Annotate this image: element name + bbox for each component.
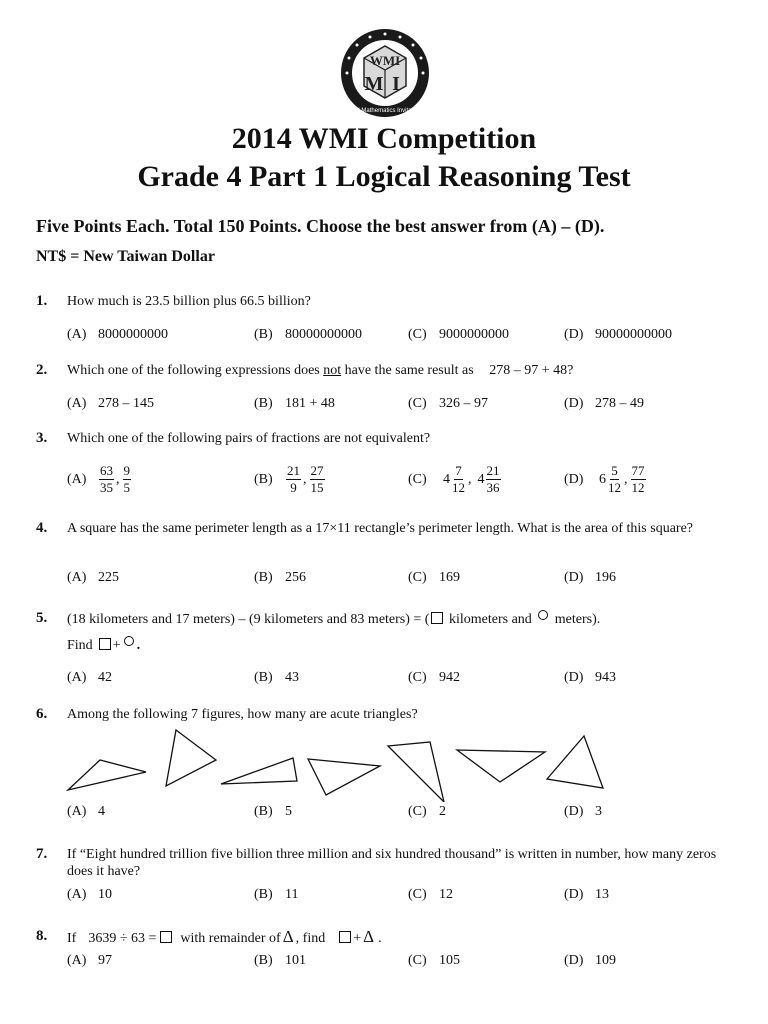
option-c[interactable]: (C) 326 – 97 xyxy=(408,396,488,411)
question-text: If “Eight hundred trillion five billion three million and six hundred thousand” is written in number, how many zeros does it have? xyxy=(67,847,717,879)
underlined-not: not xyxy=(323,363,342,378)
question-number: 4. xyxy=(36,520,48,536)
logo-ring-text: World Mathematics Invitational xyxy=(344,108,426,114)
triangle-5 xyxy=(388,742,444,802)
square-icon xyxy=(160,931,172,943)
currency-note: NT$ = New Taiwan Dollar xyxy=(36,248,215,265)
fraction: $\frac{7}{12}$ xyxy=(452,463,465,495)
triangle-7 xyxy=(547,736,603,788)
svg-text:M: M xyxy=(364,73,384,95)
option-b[interactable]: (B) 101 xyxy=(254,953,306,968)
option-d[interactable]: (D) 90000000000 xyxy=(564,327,672,342)
question-text: (18 kilometers and 17 meters) – (9 kilometers and 83 meters) = ( kilometers and meters). xyxy=(67,612,601,627)
triangle-4 xyxy=(308,759,380,795)
logo-letter-w: WMI xyxy=(369,53,401,68)
square-icon xyxy=(431,612,443,624)
option-b[interactable]: (B) 181 + 48 xyxy=(254,396,335,411)
triangle-delta-icon: Δ xyxy=(363,927,375,946)
q3-options xyxy=(0,463,768,503)
wmi-logo xyxy=(340,28,430,118)
option-a[interactable]: (A) $\frac{63}{35}$ , $\frac{9}{5}$ xyxy=(67,463,130,495)
option-d[interactable]: (D) 3 xyxy=(564,804,602,819)
option-b[interactable]: (B) 43 xyxy=(254,670,299,685)
option-d[interactable]: (D) 6 $\frac{5}{12}$ , $\frac{77}{12}$ xyxy=(564,463,645,495)
option-a[interactable]: (A) 278 – 145 xyxy=(67,396,154,411)
instructions: Five Points Each. Total 150 Points. Choose the best answer from (A) – (D). xyxy=(36,216,605,236)
question-text: A square has the same perimeter length as a 17×11 rectangle’s perimeter length. What is the area of this square? xyxy=(67,521,694,536)
triangle-delta-icon: Δ xyxy=(282,927,294,946)
option-b[interactable]: (B) 80000000000 xyxy=(254,327,362,342)
option-c[interactable]: (C) 4 $\frac{7}{12}$ , 4 $\frac{21}{36}$ xyxy=(408,463,500,495)
square-icon xyxy=(339,931,351,943)
option-b[interactable]: (B) $\frac{21}{9}$ , $\frac{27}{15}$ xyxy=(254,463,324,495)
option-a[interactable]: (A) 10 xyxy=(67,887,112,902)
fraction: $\frac{63}{35}$ xyxy=(100,463,113,495)
expression: 278 – 97 + 48? xyxy=(489,363,574,378)
option-c[interactable]: (C) 2 xyxy=(408,804,446,819)
question-number: 3. xyxy=(36,430,48,446)
question-number: 5. xyxy=(36,610,48,626)
option-d[interactable]: (D) 943 xyxy=(564,670,616,685)
square-icon xyxy=(99,638,111,650)
question-number: 7. xyxy=(36,846,48,862)
option-d[interactable]: (D) 278 – 49 xyxy=(564,396,644,411)
triangle-6 xyxy=(457,750,545,782)
fraction: $\frac{27}{15}$ xyxy=(310,463,324,495)
option-c[interactable]: (C) 12 xyxy=(408,887,453,902)
circle-icon xyxy=(538,610,548,620)
question-text: Among the following 7 figures, how many are acute triangles? xyxy=(67,707,418,722)
option-d[interactable]: (D) 196 xyxy=(564,570,616,585)
option-a[interactable]: (A) 4 xyxy=(67,804,105,819)
fraction: $\frac{21}{36}$ xyxy=(486,463,500,495)
option-d[interactable]: (D) 109 xyxy=(564,953,616,968)
title-line-1: 2014 WMI Competition xyxy=(231,122,537,155)
triangle-1 xyxy=(68,760,146,790)
circle-icon xyxy=(124,636,134,646)
option-a[interactable]: (A) 225 xyxy=(67,570,119,585)
question-text: Which one of the following pairs of fractions are not equivalent? xyxy=(67,431,431,446)
option-c[interactable]: (C) 105 xyxy=(408,953,460,968)
fraction: $\frac{77}{12}$ xyxy=(631,463,645,495)
option-c[interactable]: (C) 169 xyxy=(408,570,460,585)
question-number: 6. xyxy=(36,706,48,722)
svg-text:I: I xyxy=(392,73,400,95)
fraction: $\frac{9}{5}$ xyxy=(123,463,130,495)
option-a[interactable]: (A) 8000000000 xyxy=(67,327,168,342)
title-line-2: Grade 4 Part 1 Logical Reasoning Test xyxy=(137,160,631,193)
question-text: If 3639 ÷ 63 = with remainder of Δ , find + Δ . xyxy=(67,927,382,946)
option-c[interactable]: (C) 9000000000 xyxy=(408,327,509,342)
option-d[interactable]: (D) 13 xyxy=(564,887,609,902)
option-b[interactable]: (B) 11 xyxy=(254,887,299,902)
option-a[interactable]: (A) 42 xyxy=(67,670,112,685)
question-text: Which one of the following expressions does not have the same result as 278 – 97 + 48? xyxy=(67,363,574,378)
fraction: $\frac{21}{9}$ xyxy=(287,463,300,495)
triangle-3 xyxy=(221,758,297,784)
triangle-figures xyxy=(60,726,620,802)
triangle-2 xyxy=(166,730,216,786)
option-b[interactable]: (B) 5 xyxy=(254,804,292,819)
fraction: $\frac{5}{12}$ xyxy=(608,463,621,495)
option-a[interactable]: (A) 97 xyxy=(67,953,112,968)
question-number: 2. xyxy=(36,362,48,378)
option-c[interactable]: (C) 942 xyxy=(408,670,460,685)
option-b[interactable]: (B) 256 xyxy=(254,570,306,585)
question-text: How much is 23.5 billion plus 66.5 billion? xyxy=(67,294,311,309)
question-number: 8. xyxy=(36,928,48,944)
question-number: 1. xyxy=(36,293,48,309)
